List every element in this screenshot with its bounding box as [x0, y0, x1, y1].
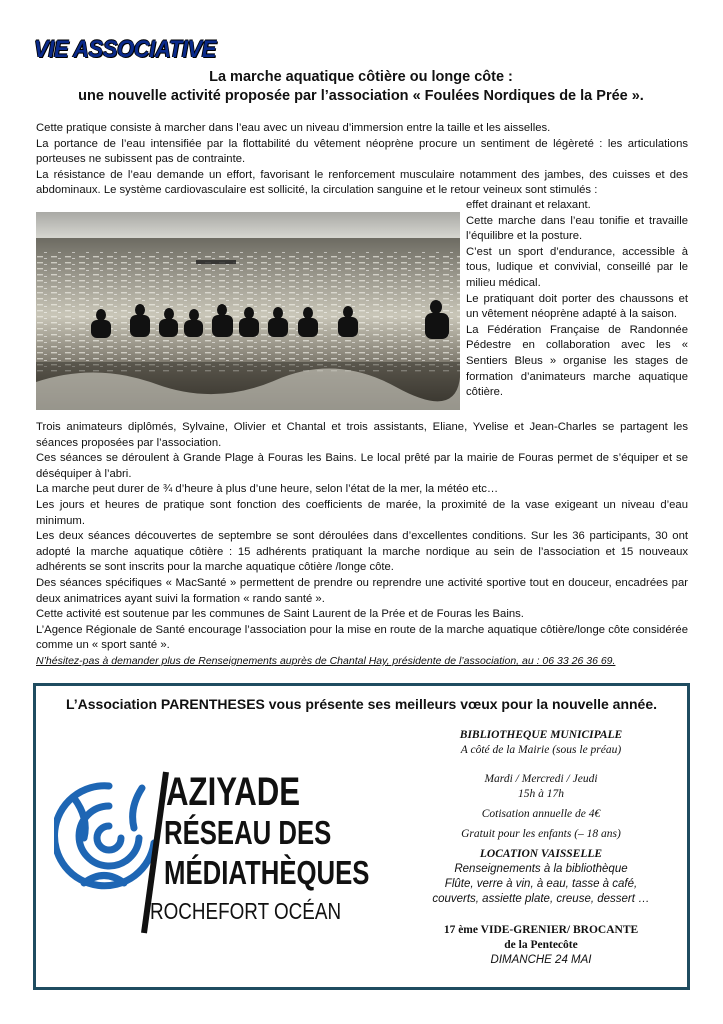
sea-walkers-photo: [36, 212, 460, 410]
lower-paragraph: Des séances spécifiques « MacSanté » permettent de prendre ou reprendre une activité sportive tout en douceur, encadrées par deux animatrices ayant suivi la formation « rando santé ».: [36, 576, 688, 605]
event-date: DIMANCHE 24 MAI: [490, 954, 592, 966]
lower-paragraph: L’Agence Régionale de Santé encourage l’association pour la mise en route de la marche aquatique côtière/longe côte considérée comme un « sport santé ».: [36, 623, 688, 652]
side-paragraph: Le pratiquant doit porter des chaussons et un vêtement néoprène adapté à la saison.: [466, 292, 688, 321]
intro-paragraph: Cette pratique consiste à marcher dans l’eau avec un niveau d’immersion entre la taille et les aisselles.: [36, 122, 551, 134]
logo-text-aziyade: AZIYADE: [166, 770, 301, 814]
association-box: [33, 683, 690, 990]
intro-text: [36, 121, 688, 199]
side-paragraph: effet drainant et relaxant.: [466, 199, 591, 211]
contact-line: N’hésitez-pas à demander plus de Renseignements auprès de Chantal Hay, présidente de l’association, au : 06 33 26 36 69.: [36, 654, 616, 667]
side-paragraph: La Fédération Française de Randonnée Pédestre en collaboration avec les « Sentiers Bleus » organise les stages de formation d’animateurs marche aquatique côtière.: [466, 323, 688, 399]
lower-text: [36, 420, 688, 670]
box-title: L’Association PARENTHESES vous présente ses meilleurs vœux pour la nouvelle année.: [65, 696, 658, 712]
logo-text-rochefort: ROCHEFORT OCÉAN: [150, 898, 342, 924]
event-subtitle: de la Pentecôte: [504, 939, 578, 951]
lower-paragraph: Les deux séances découvertes de septembre se sont déroulées dans d’excellentes conditions. Sur les 36 participants, 30 ont adopté la marche aquatique côtière : 15 adhérents pratiquant la marche nordique au sein de l’association et 15 nouveaux adhérents se sont inscrits pour la marche aquatique côtière /longe côte.: [36, 530, 688, 574]
photo-illustration: [36, 212, 460, 410]
opening-days: Mardi / Mercredi / Jeudi: [484, 773, 598, 785]
rental-info: Renseignements à la bibliothèque: [454, 863, 628, 875]
section-title: VIE ASSOCIATIVE: [34, 36, 217, 63]
children-free: Gratuit pour les enfants (– 18 ans): [461, 828, 621, 840]
rental-items-2: couverts, assiette plate, creuse, dessert …: [432, 893, 650, 905]
logo-a-stroke-icon: [136, 768, 176, 938]
logo-text-mediatheques: MÉDIATHÈQUES: [164, 854, 370, 891]
lower-paragraph: Ces séances se déroulent à Grande Plage à Fouras les Bains. Le local prêté par la mairie de Fouras permet de s’équiper et se déséquiper à l’abri.: [36, 452, 688, 480]
opening-hours: 15h à 17h: [518, 788, 564, 800]
side-paragraph: C’est un sport d’endurance, accessible à tous, ludique et convivial, conseillé par le milieu médical.: [466, 245, 688, 289]
lower-paragraph: Trois animateurs diplômés, Sylvaine, Olivier et Chantal et trois assistants, Eliane, Yvelise et Jean-Charles se partagent les séances proposées par l’association.: [36, 421, 688, 449]
headline-line-2: une nouvelle activité proposée par l’association « Foulées Nordiques de la Prée ».: [78, 88, 644, 104]
rental-title: LOCATION VAISSELLE: [479, 848, 603, 860]
side-paragraph: Cette marche dans l’eau tonifie et travaille l’équilibre et la posture.: [466, 214, 688, 243]
logo-text-reseau: RÉSEAU DES: [164, 814, 332, 851]
event-title: 17 ème VIDE-GRENIER/ BROCANTE: [443, 924, 639, 936]
intro-paragraph: La portance de l’eau intensifiée par la flottabilité du vêtement néoprène procure un sentiment de légèreté : les articulations porteuses ne subissent pas de contrainte.: [36, 137, 688, 166]
lower-paragraph: Les jours et heures de pratique sont fonction des coefficients de marée, la proximité de la vase exigeant un niveau d’eau minimum.: [36, 498, 688, 527]
intro-paragraph: La résistance de l’eau demande un effort, favorisant le renforcement musculaire notamment des jambes, des cuisses et des abdominaux. Le système cardiovasculaire est sollicité, la circulation sanguine et le retour veineux sont stimulés :: [36, 168, 688, 197]
library-title: BIBLIOTHEQUE MUNICIPALE: [459, 729, 623, 741]
headline-line-1: La marche aquatique côtière ou longe côte :: [209, 69, 513, 85]
lower-paragraph: La marche peut durer de ¾ d’heure à plus d’une heure, selon l’état de la mer, la météo etc…: [36, 483, 499, 496]
side-text: [466, 198, 688, 401]
annual-fee: Cotisation annuelle de 4€: [481, 808, 601, 820]
library-location: A côté de la Mairie (sous le préau): [460, 744, 622, 756]
rental-items-1: Flûte, verre à vin, à eau, tasse à café,: [444, 878, 638, 890]
lower-paragraph: Cette activité est soutenue par les communes de Saint Laurent de la Prée et de Fouras les Bains.: [36, 608, 524, 621]
